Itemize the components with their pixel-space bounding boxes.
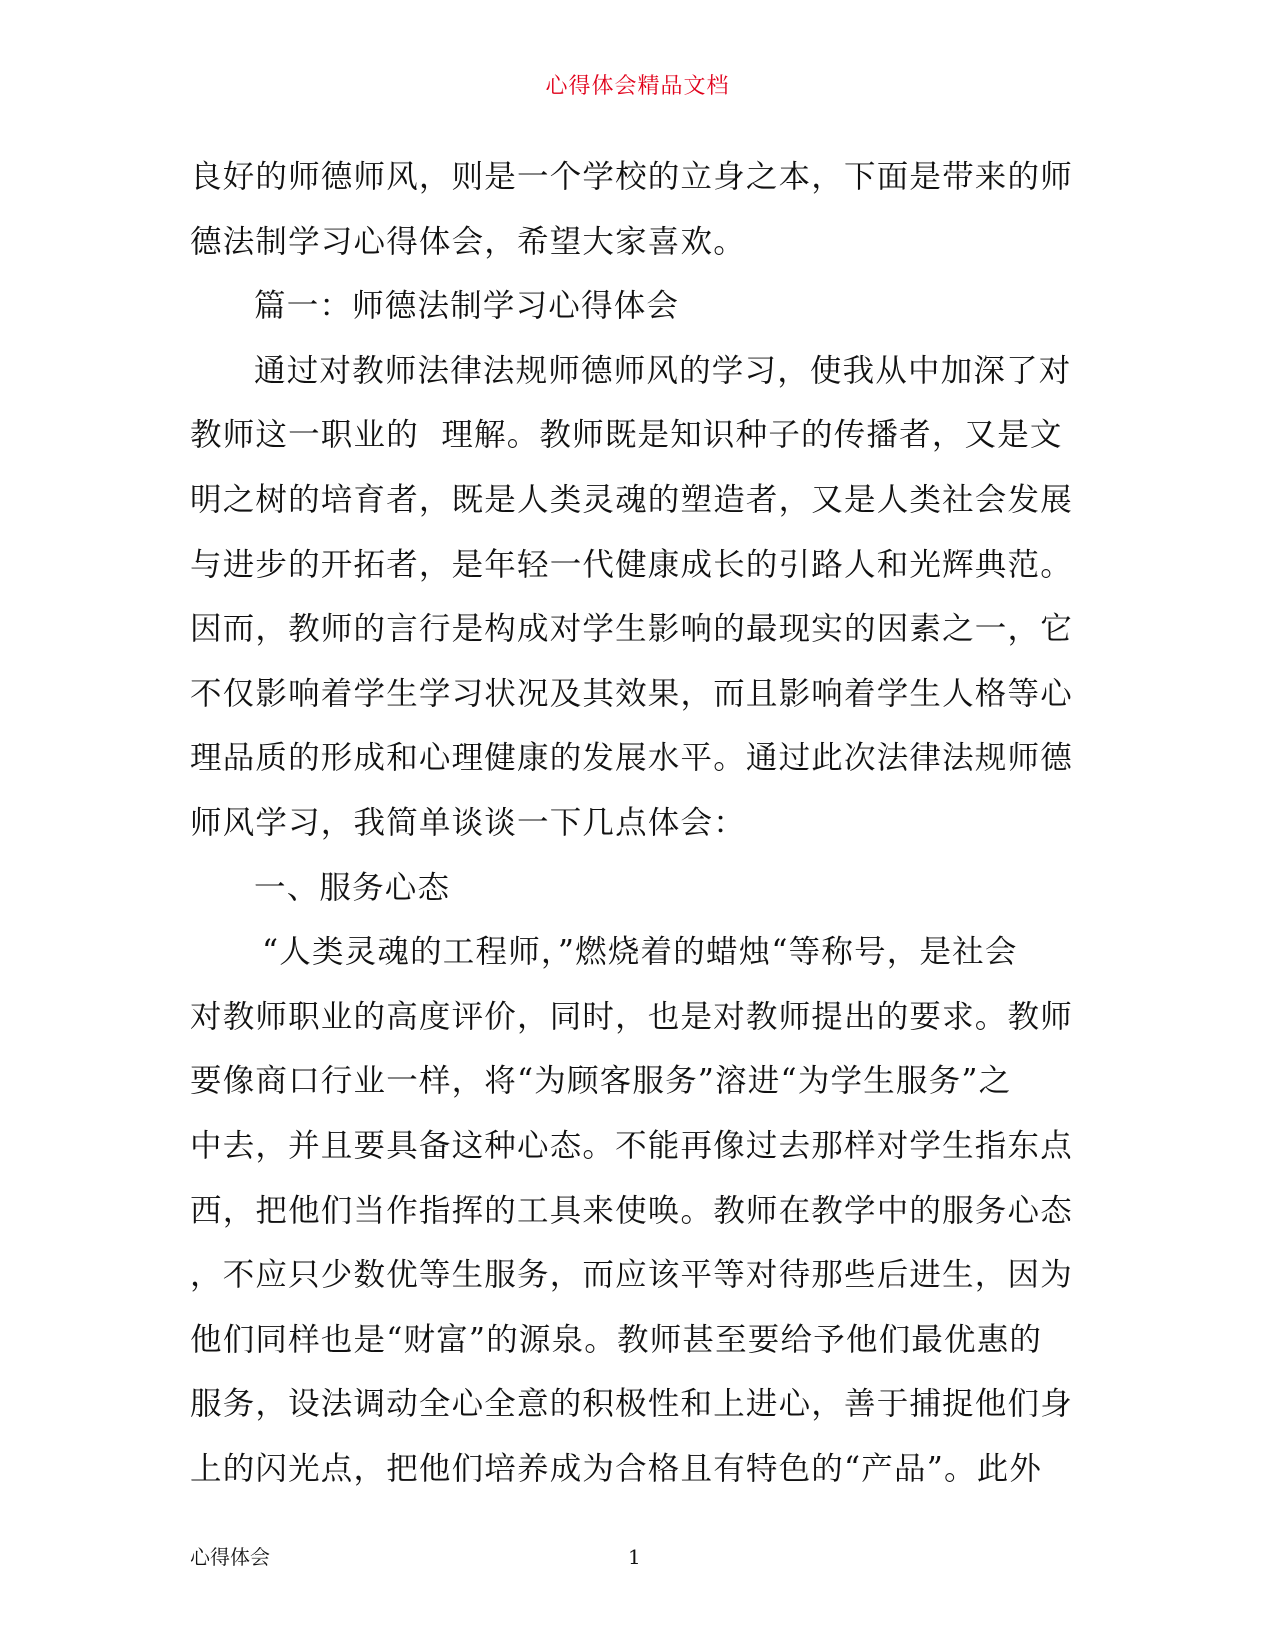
body-line: 不仅影响着学生学习状况及其效果，而且影响着学生人格等心 — [190, 675, 1073, 712]
body-line: 上的闪光点，把他们培养成为合格且有特色的“产品”。此外 — [190, 1450, 1043, 1487]
subsection-heading: 一、服务心态 — [254, 869, 451, 906]
body-line: 教师这一职业的 理解。教师既是知识种子的传播者，又是文 — [190, 417, 1063, 454]
header-title: 心得体会精品文档 — [545, 74, 730, 99]
body-line: 对教师职业的高度评价，同时，也是对教师提出的要求。教师 — [190, 998, 1073, 1035]
footer-label: 心得体会 — [190, 1545, 270, 1569]
body-line: 因而，教师的言行是构成对学生影响的最现实的因素之一，它 — [190, 611, 1073, 648]
body-line: 师风学习，我简单谈谈一下几点体会： — [190, 804, 746, 841]
document-body — [190, 145, 1085, 1501]
body-line: 服务，设法调动全心全意的积极性和上进心，善于捕捉他们身 — [190, 1386, 1073, 1423]
body-line: 良好的师德师风，则是一个学校的立身之本，下面是带来的师 — [190, 159, 1073, 195]
body-line: 要像商口行业一样，将“为顾客服务”溶进“为学生服务”之 — [190, 1063, 1012, 1100]
body-line: 德法制学习心得体会，希望大家喜欢。 — [190, 223, 746, 260]
body-line: 通过对教师法律法规师德师风的学习，使我从中加深了对 — [254, 352, 1072, 389]
section-heading: 篇一：师德法制学习心得体会 — [254, 288, 680, 325]
body-line: 西，把他们当作指挥的工具来使唤。教师在教学中的服务心态 — [190, 1192, 1073, 1229]
body-line: “人类灵魂的工程师，”燃烧着的蜡烛“等称号，是社会 — [262, 934, 1018, 971]
body-line: 理品质的形成和心理健康的发展水平。通过此次法律法规师德 — [190, 740, 1073, 777]
body-line: 明之树的培育者，既是人类灵魂的塑造者，又是人类社会发展 — [190, 481, 1073, 518]
page-number: 1 — [628, 1545, 641, 1569]
body-line: 中去，并且要具备这种心态。不能再像过去那样对学生指东点 — [190, 1127, 1073, 1164]
body-line: 他们同样也是“财富”的源泉。教师甚至要给予他们最优惠的 — [190, 1321, 1043, 1358]
body-line: ，不应只少数优等生服务，而应该平等对待那些后进生，因为 — [190, 1257, 1073, 1294]
body-line: 与进步的开拓者，是年轻一代健康成长的引路人和光辉典范。 — [190, 546, 1073, 583]
